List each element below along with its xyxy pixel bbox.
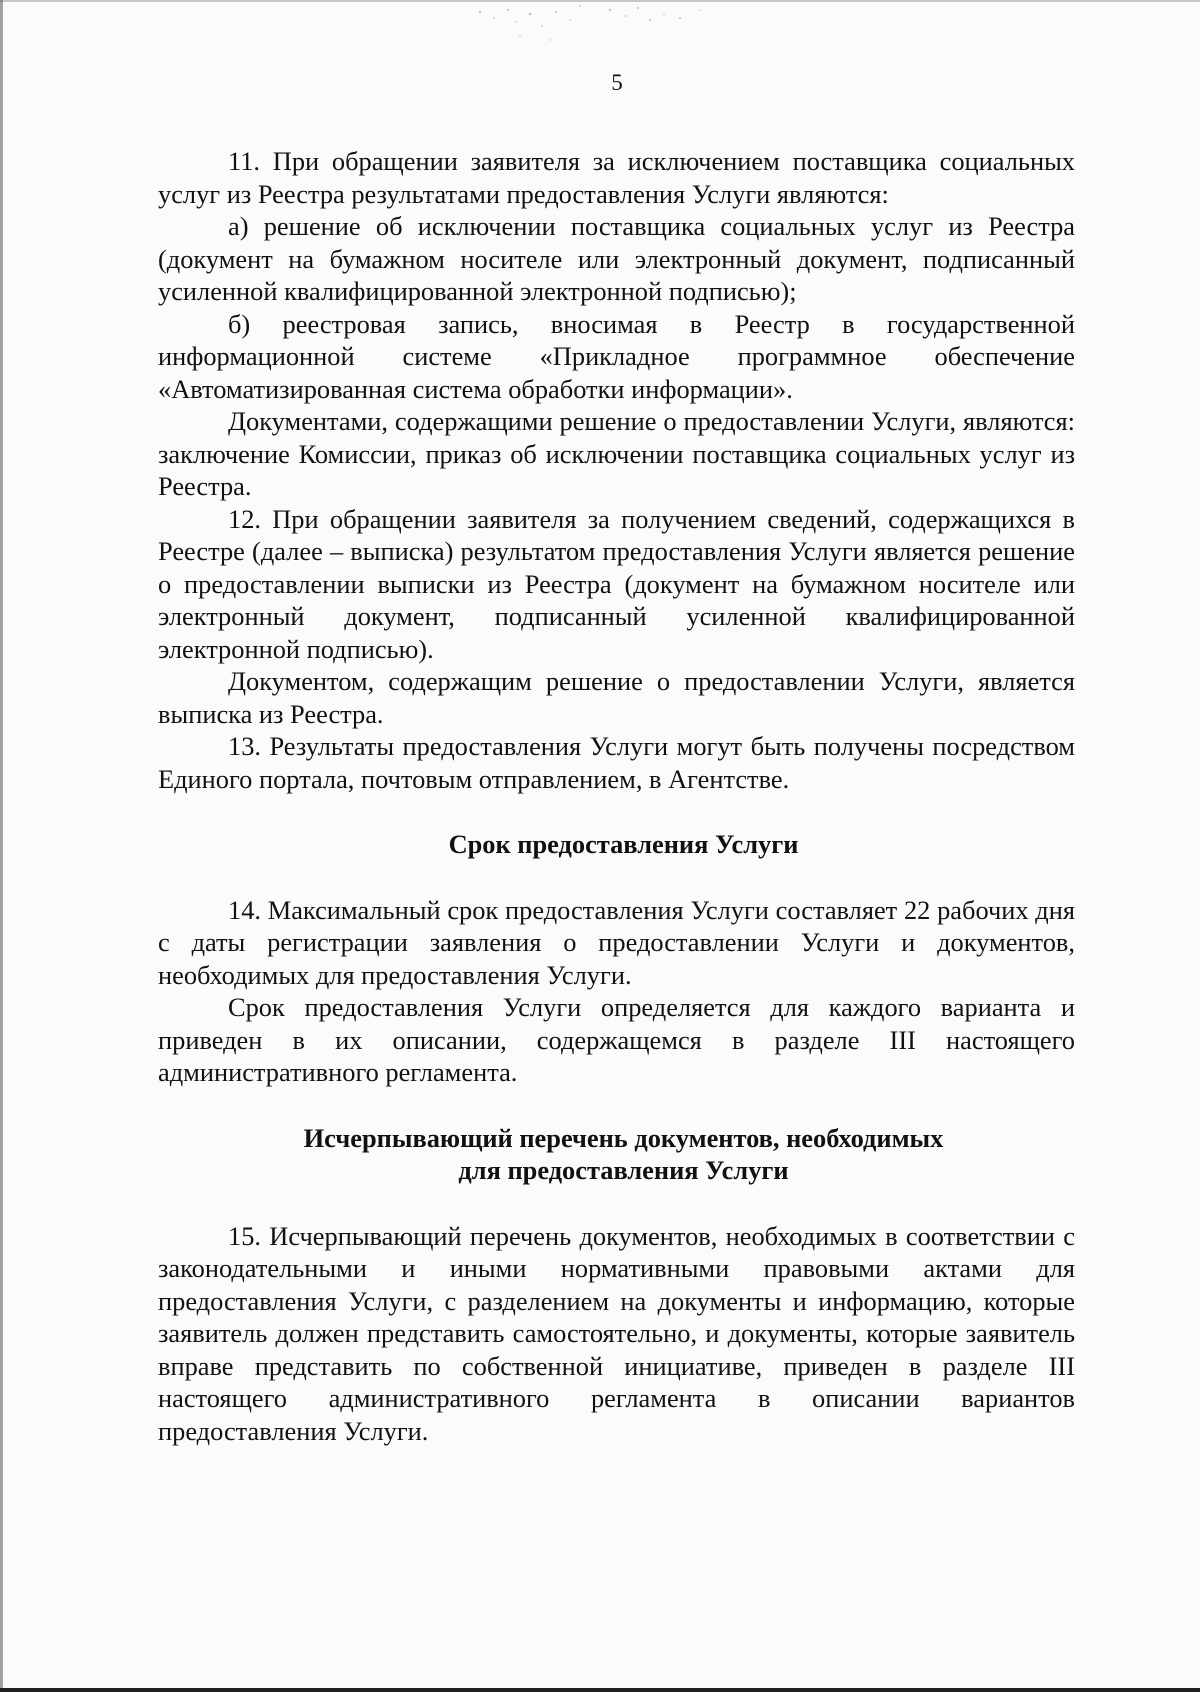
section-heading-documents-line-1: Исчерпывающий перечень документов, необходимых (303, 1122, 944, 1153)
paragraph-decision-docs: Документами, содержащими решение о предоставлении Услуги, являются: заключение Комиссии, приказ об исключении поставщика социальных услуг из Реестра. (158, 406, 1075, 501)
paragraph-11: 11. При обращении заявителя за исключением поставщика социальных услуг из Реестра результатами предоставления Услуги являются: (158, 146, 1075, 209)
section-heading-documents (158, 1122, 1075, 1187)
paragraph-13: 13. Результаты предоставления Услуги могут быть получены посредством Единого портала, почтовым отправлением, в Агентстве. (158, 731, 1075, 794)
section-heading-term: Срок предоставления Услуги (448, 829, 799, 859)
paragraph-15: 15. Исчерпывающий перечень документов, необходимых в соответствии с законодательными и иными нормативными правовыми актами для предоставления Услуги, с разделением на документы и информацию, которые заявитель должен представить самостоятельно, и документы, которые заявитель вправе представить по собственной инициативе, приведен в разделе III настоящего административного регламента в описании вариантов предоставления Услуги. (158, 1220, 1075, 1446)
paragraph-extract-doc: Документом, содержащим решение о предоставлении Услуги, является выписка из Реестра. (158, 666, 1075, 729)
paragraph-14: 14. Максимальный срок предоставления Услуги составляет 22 рабочих дня с даты регистрации заявления о предоставлении Услуги и документов, необходимых для предоставления Услуги. (158, 894, 1075, 990)
scan-edge-left (0, 0, 3, 1692)
paragraph-term-variants: Срок предоставления Услуги определяется для каждого варианта и приведен в их описании, содержащемся в разделе III настоящего административного регламента. (158, 992, 1075, 1087)
page-number: 5 (611, 70, 623, 95)
scan-edge-bottom (0, 1688, 1200, 1692)
paragraph-11a: а) решение об исключении поставщика социальных услуг из Реестра (документ на бумажном носителе или электронный документ, подписанный усиленной квалифицированной электронной подписью); (158, 211, 1075, 306)
paragraph-11b: б) реестровая запись, вносимая в Реестр в государственной информационной системе «Прикладное программное обеспечение «Автоматизированная система обработки информации». (158, 308, 1075, 404)
document-body (158, 145, 1075, 1447)
scan-noise-speckle (460, 0, 730, 50)
section-heading-documents-line-2: для предоставления Услуги (458, 1155, 789, 1185)
paragraph-12: 12. При обращении заявителя за получением сведений, содержащихся в Реестре (далее – выписка) результатом предоставления Услуги является решение о предоставлении выписки из Реестра (документ на бумажном носителе или электронный документ, подписанный усиленной квалифицированной электронной подписью). (158, 503, 1075, 664)
